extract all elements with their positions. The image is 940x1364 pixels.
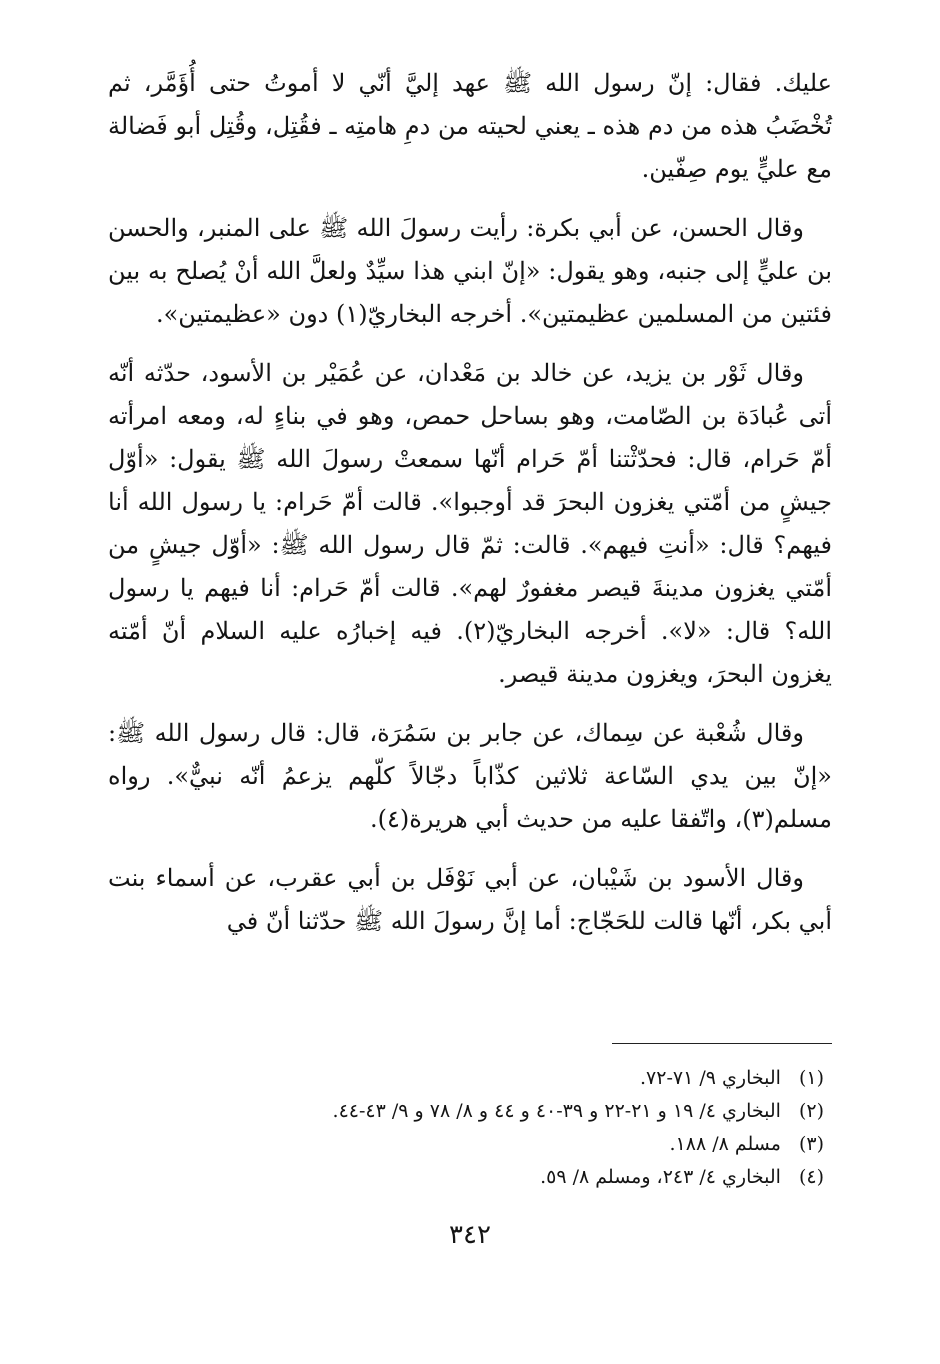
footnote-number: (٢) [798,1100,824,1122]
footnotes [108,1062,824,1194]
paragraph-5: وقال الأسود بن شَيْبان، عن أبي نَوْفَل بن أبي عقرب، عن أسماء بنت أبي بكر، أنّها قالت للحَجّاج: أما إنَّ رسولَ الله ﷺ حدّثنا أنّ في [108,864,832,935]
footnote-3 [108,1128,824,1161]
footnote-number: (٣) [798,1133,824,1155]
page-number: ٣٤٢ [449,1220,491,1250]
paragraph-3: وقال ثَوْر بن يزيد، عن خالد بن مَعْدان، عن عُمَيْر بن الأسود، حدّثه أنّه أتى عُبادَة بن الصّامت، وهو بساحل حمص، وهو في بناءٍ له، ومعه امرأته أمّ حَرام، قال: فحدّثْتنا أمّ حَرام أنّها سمعتْ رسولَ الله ﷺ يقول: «أوّل جيشٍ من أمّتي يغزون البحرَ قد أوجبوا». قالت أمّ حَرام: يا رسول الله أنا فيهم؟ قال: «أنتِ فيهم». قالت: ثمّ قال رسول الله ﷺ: «أوّل جيشٍ من أمّتي يغزون مدينةَ قيصر مغفورٌ لهم». قالت أمّ حَرام: أنا فيهم يا رسول الله؟ قال: «لا». أخرجه البخاريّ(٢). فيه إخبارُه عليه السلام أنّ أمّته يغزون البحرَ، ويغزون مدينة قيصر. [108,359,832,688]
footnote-number: (٤) [798,1166,824,1188]
paragraph-2: وقال الحسن، عن أبي بكرة: رأيت رسولَ الله ﷺ على المنبر، والحسن بن عليٍّ إلى جنبه، وهو يقول: «إنّ ابني هذا سيِّدٌ ولعلَّ الله أنْ يُصلح به بين فئتين من المسلمين عظيمتين». أخرجه البخاريّ(١) دون «عظيمتين». [108,214,832,328]
footnote-divider [612,1043,832,1044]
main-text [108,62,832,943]
paragraph-4: وقال شُعْبة عن سِماك، عن جابر بن سَمُرَة، قال: قال رسول الله ﷺ: «إنّ بين يدي السّاعة ثلاثين كذّاباً دجّالاً كلّهم يزعمُ أنّه نبيٌّ». رواه مسلم(٣)، واتّفقا عليه من حديث أبي هريرة(٤). [108,719,832,833]
footnote-1 [108,1062,824,1095]
footnote-text: البخاري ٩/ ٧١-٧٢. [640,1067,781,1089]
footnote-text: مسلم ٨/ ١٨٨. [669,1133,781,1155]
footnote-text: البخاري ٤/ ٢٤٣، ومسلم ٨/ ٥٩. [540,1166,781,1188]
footnote-number: (١) [798,1067,824,1089]
footnote-2 [108,1095,824,1128]
footnote-text: البخاري ٤/ ١٩ و ٢١-٢٢ و ٣٩-٤٠ و ٤٤ و ٨/ ٧٨ و ٩/ ٤٣-٤٤. [332,1100,781,1122]
footnote-4 [108,1161,824,1194]
paragraph-1: عليك. فقال: إنّ رسول الله ﷺ عهد إليَّ أنّي لا أموتُ حتى أُؤَمَّر، ثم تُخْضَبُ هذه من دم هذه ـ يعني لحيته من دمِ هامتِه ـ فقُتِل، وقُتِل أبو فَضالة مع عليٍّ يوم صِفّين. [108,69,832,183]
